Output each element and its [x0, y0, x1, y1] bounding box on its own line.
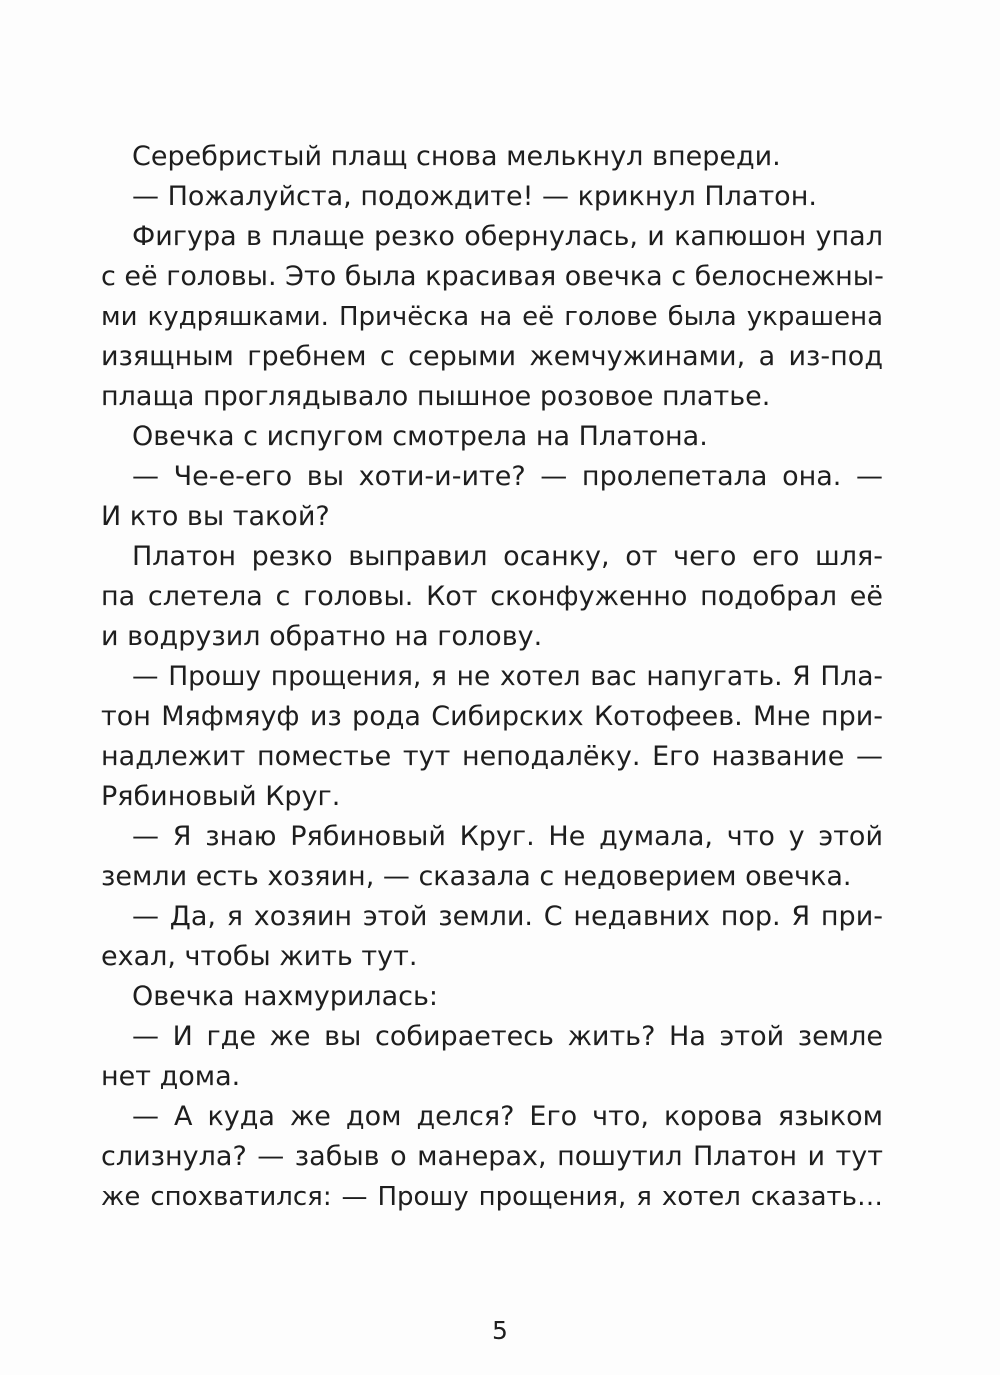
text-line: Рябиновый Круг. — [101, 781, 341, 812]
page-number: 5 — [492, 1316, 508, 1345]
text-line: земли есть хозяин, — сказала с недоверием овечка. — [101, 861, 852, 892]
text-line: изящным гребнем с серыми жемчужинами, а из-под — [101, 341, 883, 372]
text-line: Платон резко выправил осанку, от чего его шля- — [132, 541, 883, 572]
text-line: — И где же вы собираетесь жить? На этой земле — [132, 1021, 883, 1052]
text-line: — Прошу прощения, я не хотел вас напугать. Я Пла- — [132, 661, 883, 692]
text-line: слизнула? — забыв о манерах, пошутил Платон и тут — [101, 1141, 883, 1172]
text-line: нет дома. — [101, 1061, 241, 1092]
text-line: же спохватился: — Прошу прощения, я хотел сказать… — [101, 1182, 883, 1212]
text-line: Фигура в плаще резко обернулась, и капюшон упал — [132, 221, 883, 252]
text-line: Овечка нахмурилась: — [132, 981, 439, 1012]
text-line: с её головы. Это была красивая овечка с белоснежны- — [101, 261, 884, 292]
text-line: па слетела с головы. Кот сконфуженно подобрал её — [101, 581, 883, 612]
text-line: — А куда же дом делся? Его что, корова языком — [132, 1101, 883, 1132]
text-line: И кто вы такой? — [101, 501, 330, 532]
text-line: — Да, я хозяин этой земли. С недавних пор. Я при- — [132, 901, 883, 932]
text-line: ехал, чтобы жить тут. — [101, 941, 418, 972]
text-line: — Пожалуйста, подождите! — крикнул Платон. — [132, 181, 817, 212]
text-line: — Я знаю Рябиновый Круг. Не думала, что у этой — [132, 821, 883, 852]
text-line: ми кудряшками. Причёска на её голове была украшена — [101, 302, 883, 332]
text-line: тон Мяфмяуф из рода Сибирских Котофеев. Мне при- — [101, 701, 883, 732]
text-line: Овечка с испугом смотрела на Платона. — [132, 421, 708, 452]
text-line: и водрузил обратно на голову. — [101, 621, 543, 652]
text-line: — Че-е-его вы хоти-и-ите? — пролепетала она. — — [132, 461, 883, 492]
text-line: Серебристый плащ снова мелькнул впереди. — [132, 141, 781, 172]
text-line: надлежит поместье тут неподалёку. Его название — — [101, 741, 883, 772]
body-text — [101, 137, 883, 1217]
text-line: плаща проглядывало пышное розовое платье. — [101, 381, 771, 412]
